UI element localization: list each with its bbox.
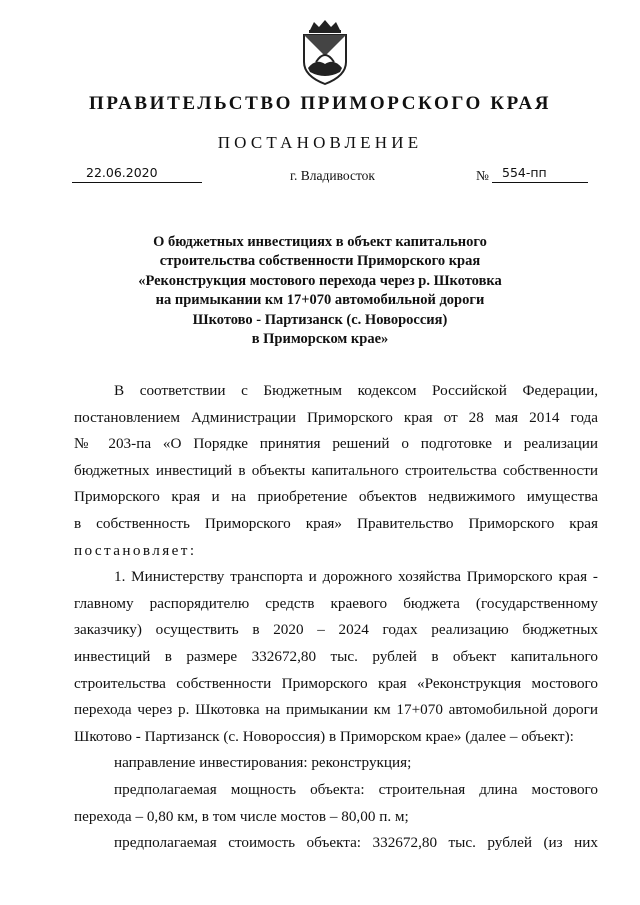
body-line: строительства собственности Приморского края «Реконструкция мостового (74, 674, 598, 692)
body-line: главному распорядителю средств краевого бюджета (государственному (74, 594, 598, 612)
document-body (74, 378, 598, 857)
document-number: 554-пп (492, 165, 588, 183)
body-line: В соответствии с Бюджетным кодексом Российской Федерации, (114, 382, 598, 399)
subject-line: строительства собственности Приморского края (159, 253, 481, 270)
government-title: ПРАВИТЕЛЬСТВО ПРИМОРСКОГО КРАЯ (88, 93, 552, 114)
body-line: предполагаемая стоимость объекта: 332672,80 тыс. рублей (из них (114, 834, 598, 852)
body-line: бюджетных инвестиций в объекты капитального строительства собственности (74, 461, 598, 479)
coat-of-arms-icon (296, 18, 354, 86)
body-line: Шкотово - Партизанск (с. Новороссия) в Приморском крае» (далее – объект): (74, 727, 574, 745)
document-city: г. Владивосток (290, 168, 375, 183)
body-line: постановлением Администрации Приморского края от 28 мая 2014 года (74, 408, 598, 426)
body-line: перехода – 0,80 км, в том числе мостов – 80,00 п. м; (74, 807, 409, 825)
body-line: направление инвестирования: реконструкция; (114, 754, 412, 772)
body-line: инвестиций в размере 332672,80 тыс. рублей в объект капитального (74, 647, 598, 665)
subject-line: Шкотово - Партизанск (с. Новороссия) (192, 311, 448, 328)
body-line: Приморского края и на приобретение объектов недвижимого имущества (74, 488, 598, 506)
subject-line: на примыкании км 17+070 автомобильной дороги (155, 292, 485, 309)
document-meta (0, 165, 640, 187)
body-line: заказчику) осуществить в 2020 – 2024 годах реализацию бюджетных (74, 621, 598, 639)
subject-line: «Реконструкция мостового перехода через р. Шкотовка (138, 272, 502, 289)
body-line: предполагаемая мощность объекта: строительная длина мостового (114, 780, 598, 798)
body-line: перехода через р. Шкотовка на примыкании км 17+070 автомобильной дороги (74, 701, 598, 719)
document-type: ПОСТАНОВЛЕНИЕ (217, 133, 423, 152)
body-line: 1. Министерству транспорта и дорожного хозяйства Приморского края - (114, 568, 598, 586)
document-date: 22.06.2020 (72, 165, 202, 183)
body-line: в собственность Приморского края» Правительство Приморского края (74, 514, 598, 532)
body-line: № 203-па «О Порядке принятия решений о подготовке и реализации (74, 435, 598, 453)
document-subject (120, 233, 520, 349)
body-line: постановляет: (74, 541, 197, 559)
number-label: № (476, 168, 489, 183)
subject-line: О бюджетных инвестициях в объект капитального (153, 234, 487, 250)
subject-line: в Приморском крае» (251, 331, 389, 348)
